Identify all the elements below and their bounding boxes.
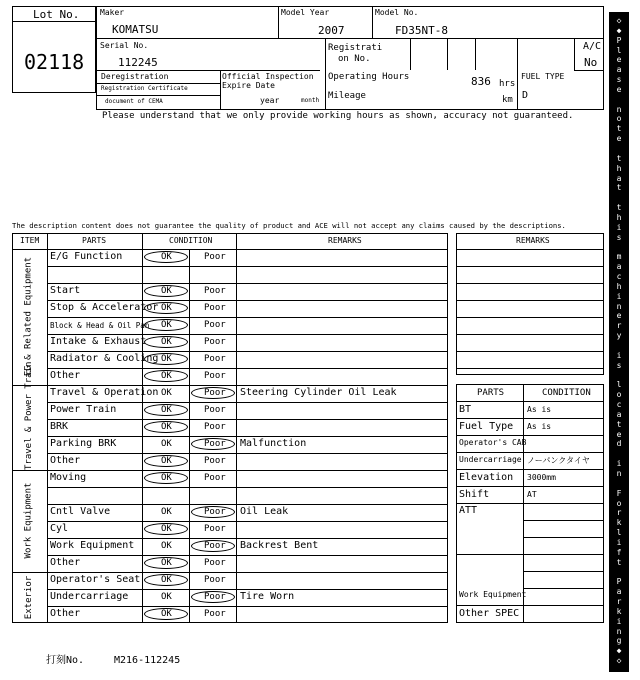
official-inspection-label: Official Inspection (222, 72, 314, 81)
category-label: Exterior (23, 575, 34, 619)
maker-value: KOMATSU (112, 23, 159, 36)
ok-selected-circle (144, 370, 188, 382)
right-part-name: Undercarriage (459, 455, 522, 464)
side-banner-char: P (616, 35, 622, 45)
side-banner-char: t (616, 203, 622, 213)
right-remarks-row (456, 317, 604, 318)
right-row-divider (456, 554, 604, 555)
side-banner-char: k (616, 518, 622, 528)
lot-no-label: Lot No. (33, 8, 80, 21)
deregistration-label: Deregistration (101, 72, 169, 81)
right-remarks-row (456, 266, 604, 267)
side-notice-banner (609, 12, 629, 672)
side-banner-char: ◇ (616, 656, 622, 666)
side-banner-char: n (616, 626, 622, 636)
right-part-name: Fuel Type (459, 421, 514, 432)
right-row-divider (456, 435, 604, 436)
poor-label: Poor (204, 320, 226, 330)
parts-header: PARTS (82, 236, 107, 245)
stamp-no-label: 打刻No. (46, 655, 85, 666)
poor-label: Poor (204, 473, 226, 483)
registration-label-2: on No. (338, 54, 371, 64)
side-banner-char: r (616, 508, 622, 518)
ok-label: OK (161, 558, 172, 568)
right-remarks-header: REMARKS (516, 236, 550, 245)
poor-label: Poor (204, 592, 226, 602)
row-divider (47, 351, 448, 352)
ok-label: OK (161, 354, 172, 364)
side-banner-char: e (616, 84, 622, 94)
side-banner-char: i (616, 459, 622, 469)
row-divider (47, 300, 448, 301)
side-banner-char: o (616, 498, 622, 508)
side-banner-char: a (616, 409, 622, 419)
part-name: Other (50, 557, 81, 568)
ok-label: OK (161, 609, 172, 619)
model-no-value: FD35NT-8 (395, 24, 448, 37)
poor-label: Poor (204, 354, 226, 364)
part-name: Power Train (50, 404, 117, 415)
ok-label: OK (161, 456, 172, 466)
disclaimer: The description content does not guarantee the quality of product and ACE will not accept any claims caused by the descriptions. (12, 221, 566, 230)
part-name: Operator's Seat (50, 574, 141, 585)
item-header: ITEM (20, 236, 40, 245)
row-divider (47, 504, 448, 505)
ac-value: No (584, 56, 598, 69)
poor-label: Poor (204, 371, 226, 381)
right-sub-divider (523, 571, 604, 572)
right-row-divider (456, 418, 604, 419)
part-name: Moving (50, 472, 87, 483)
side-banner-char: a (616, 262, 622, 272)
side-banner-char: r (616, 321, 622, 331)
ok-selected-circle (144, 455, 188, 467)
mileage-label: Mileage (328, 91, 366, 101)
right-part-name: Operator's CAB (459, 438, 527, 447)
part-name: E/G Function (50, 251, 123, 262)
ok-selected-circle (144, 523, 188, 535)
right-part-name: Work Equipment (459, 590, 527, 599)
row-divider (47, 487, 448, 488)
part-name: BRK (50, 421, 69, 432)
serial-no-label: Serial No. (100, 41, 149, 50)
remark-text: Steering Cylinder Oil Leak (240, 387, 397, 398)
ok-label: OK (161, 575, 172, 585)
poor-label: Poor (204, 286, 226, 296)
ok-selected-circle (144, 353, 188, 365)
remark-text: Backrest Bent (240, 540, 319, 551)
ok-label: OK (161, 371, 172, 381)
poor-label: Poor (204, 252, 226, 262)
row-divider (47, 555, 448, 556)
part-name: Cyl (50, 523, 69, 534)
part-name: Stop & Accelerator (50, 302, 159, 313)
side-banner-char: ◆ (616, 646, 622, 656)
right-part-name: BT (459, 404, 472, 415)
hours-notice: Please understand that we only provide working hours as shown, accuracy not guaranteed. (102, 111, 574, 121)
right-row-divider (456, 469, 604, 470)
right-part-name: Other SPEC (459, 608, 520, 619)
side-banner-char: t (616, 183, 622, 193)
side-banner-char: s (616, 232, 622, 242)
right-remarks-row (456, 334, 604, 335)
row-divider (47, 334, 448, 335)
stamp-no-value: M216-112245 (114, 655, 181, 666)
fuel-type-label: FUEL TYPE (521, 72, 565, 81)
poor-selected-circle (191, 438, 235, 450)
model-year-label: Model Year (281, 8, 330, 17)
ok-label: OK (161, 320, 172, 330)
right-sub-divider (523, 520, 604, 521)
row-divider (47, 402, 448, 403)
row-divider (47, 589, 448, 590)
side-banner-char: a (616, 65, 622, 75)
category-label: Work Equipment (23, 482, 34, 559)
side-banner-char: ◇ (616, 16, 622, 25)
right-condition-value: As is (527, 422, 552, 431)
part-name: Start (50, 285, 81, 296)
part-name: Intake & Exhaust (50, 336, 147, 347)
poor-selected-circle (191, 387, 235, 399)
operating-hours-value: 836 (471, 75, 491, 88)
remark-text: Malfunction (240, 438, 307, 449)
category-label: EG & Related Equipment (23, 256, 34, 377)
fuel-type-value: D (522, 90, 529, 101)
right-remarks-row (456, 283, 604, 284)
ac-label: A/C (583, 41, 602, 52)
document-cema-label: document of CEMA (105, 98, 163, 105)
remarks-header: REMARKS (328, 236, 362, 245)
side-banner-char: e (616, 311, 622, 321)
side-banner-char: s (616, 75, 622, 85)
poor-label: Poor (204, 388, 226, 398)
side-banner-char: t (616, 124, 622, 134)
row-divider (47, 606, 448, 607)
side-banner-char: i (616, 616, 622, 626)
ok-selected-circle (144, 319, 188, 331)
side-banner-char: n (616, 469, 622, 479)
side-banner-char: y (616, 331, 622, 341)
model-no-label: Model No. (375, 8, 419, 17)
ok-label: OK (161, 473, 172, 483)
side-banner-char: n (616, 104, 622, 114)
row-divider (47, 385, 448, 386)
right-parts-header: PARTS (477, 388, 505, 398)
side-banner-char: g (616, 636, 622, 646)
side-banner-char: t (616, 419, 622, 429)
category-label: Travel & Power Train (23, 361, 34, 470)
side-banner-char: t (616, 557, 622, 567)
right-condition-value: ノーパンクタイヤ (527, 456, 590, 465)
side-banner-char: i (616, 537, 622, 547)
part-name: Undercarriage (50, 591, 129, 602)
row-divider (47, 283, 448, 284)
poor-label: Poor (204, 422, 226, 432)
poor-label: Poor (204, 524, 226, 534)
part-name: Block & Head & Oil Pan (50, 321, 150, 330)
right-condition-value: 3000mm (527, 473, 556, 482)
km-label: km (502, 95, 513, 105)
right-remarks-row (456, 368, 604, 369)
operating-hours-label: Operating Hours (328, 72, 410, 82)
side-banner-char: n (616, 301, 622, 311)
model-year-value: 2007 (318, 24, 345, 37)
side-banner-char: d (616, 439, 622, 449)
poor-label: Poor (204, 405, 226, 415)
side-banner-char: i (616, 350, 622, 360)
ok-label: OK (161, 388, 172, 398)
row-divider (47, 521, 448, 522)
side-banner-char: l (616, 380, 622, 390)
ok-selected-circle (144, 404, 188, 416)
side-banner-char: e (616, 55, 622, 65)
side-banner-char: o (616, 390, 622, 400)
poor-label: Poor (204, 507, 226, 517)
part-name: Travel & Operation (50, 387, 159, 398)
remark-text: Tire Worn (240, 591, 295, 602)
side-banner-char: f (616, 547, 622, 557)
row-divider (47, 368, 448, 369)
right-remarks-row (456, 351, 604, 352)
row-divider (47, 317, 448, 318)
row-divider (47, 436, 448, 437)
poor-selected-circle (191, 540, 235, 552)
part-name: Radiator & Cooling (50, 353, 159, 364)
row-divider (47, 453, 448, 454)
side-banner-char: ◆ (616, 25, 622, 35)
maker-label: Maker (100, 8, 125, 17)
side-banner-char: h (616, 163, 622, 173)
ok-selected-circle (144, 608, 188, 620)
poor-label: Poor (204, 575, 226, 585)
registration-certificate-label: Registration Certificate (101, 85, 188, 92)
side-banner-char: t (616, 153, 622, 163)
ok-label: OK (161, 337, 172, 347)
right-part-name: ATT (459, 505, 478, 516)
poor-label: Poor (204, 439, 226, 449)
registration-label: Registrati (328, 43, 383, 53)
side-banner-char: i (616, 291, 622, 301)
poor-label: Poor (204, 303, 226, 313)
year-label: year (260, 96, 280, 105)
ok-label: OK (161, 592, 172, 602)
side-banner-char: a (616, 587, 622, 597)
row-divider (47, 538, 448, 539)
remark-text: Oil Leak (240, 506, 289, 517)
side-banner-char: F (616, 488, 622, 498)
side-banner-char: o (616, 114, 622, 124)
right-remarks-row (456, 300, 604, 301)
lot-no-value: 02118 (24, 50, 85, 74)
poor-selected-circle (191, 591, 235, 603)
ok-selected-circle (144, 557, 188, 569)
poor-label: Poor (204, 558, 226, 568)
ok-selected-circle (144, 285, 188, 297)
row-divider (47, 572, 448, 573)
right-row-divider (456, 452, 604, 453)
part-name: Parking BRK (50, 438, 117, 449)
right-condition-value: As is (527, 405, 552, 414)
right-part-name: Shift (459, 489, 490, 500)
right-row-divider (456, 605, 604, 606)
ok-selected-circle (144, 574, 188, 586)
ok-label: OK (161, 524, 172, 534)
right-sub-divider (523, 588, 604, 589)
hrs-label: hrs (499, 79, 516, 89)
side-banner-char: l (616, 45, 622, 55)
poor-label: Poor (204, 456, 226, 466)
ok-selected-circle (144, 302, 188, 314)
ok-label: OK (161, 303, 172, 313)
side-banner-char: r (616, 597, 622, 607)
side-banner-char: l (616, 528, 622, 538)
side-banner-char: k (616, 606, 622, 616)
expire-date-label: Expire Date (222, 81, 275, 90)
part-name: Cntl Valve (50, 506, 111, 517)
poor-selected-circle (191, 506, 235, 518)
ok-label: OK (161, 541, 172, 551)
right-row-divider (456, 503, 604, 504)
side-banner-char: m (616, 252, 622, 262)
right-condition-header: CONDITION (542, 388, 591, 398)
side-banner-char: s (616, 360, 622, 370)
side-banner-char: c (616, 400, 622, 410)
poor-label: Poor (204, 337, 226, 347)
right-row-divider (456, 486, 604, 487)
ok-selected-circle (144, 336, 188, 348)
ok-label: OK (161, 507, 172, 517)
part-name: Work Equipment (50, 540, 135, 551)
row-divider (47, 470, 448, 471)
ok-label: OK (161, 439, 172, 449)
side-banner-char: e (616, 429, 622, 439)
ok-label: OK (161, 286, 172, 296)
poor-label: Poor (204, 609, 226, 619)
serial-no-value: 112245 (118, 56, 158, 69)
side-banner-char: P (616, 577, 622, 587)
side-banner-char: h (616, 281, 622, 291)
side-banner-char: i (616, 222, 622, 232)
side-banner-char: c (616, 272, 622, 282)
condition-header: CONDITION (169, 236, 213, 245)
right-condition-value: AT (527, 490, 537, 499)
ok-selected-circle (144, 472, 188, 484)
row-divider (47, 266, 448, 267)
poor-label: Poor (204, 541, 226, 551)
ok-label: OK (161, 405, 172, 415)
ok-label: OK (161, 252, 172, 262)
ok-selected-circle (144, 251, 188, 263)
month-label: month (301, 97, 320, 104)
ok-label: OK (161, 422, 172, 432)
part-name: Other (50, 370, 81, 381)
right-sub-divider (523, 537, 604, 538)
side-banner-char: a (616, 173, 622, 183)
row-divider (47, 419, 448, 420)
part-name: Other (50, 455, 81, 466)
side-banner-char: h (616, 212, 622, 222)
side-banner-char: e (616, 134, 622, 144)
part-name: Other (50, 608, 81, 619)
right-part-name: Elevation (459, 472, 514, 483)
ok-selected-circle (144, 421, 188, 433)
